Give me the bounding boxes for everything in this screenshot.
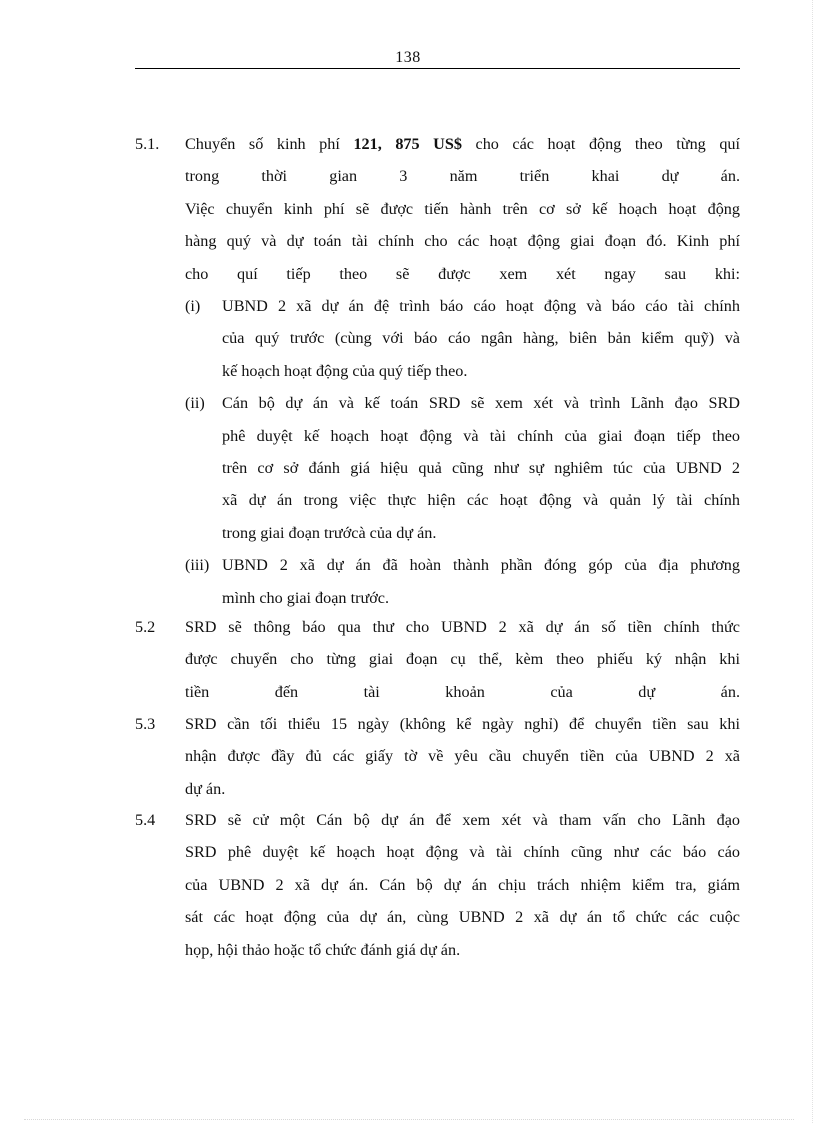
section-5-2: [135, 611, 740, 708]
text-line: mình cho giai đoạn trước.: [222, 588, 390, 607]
section-body: [185, 611, 740, 708]
sub-item-iii: [185, 549, 740, 614]
section-body: [185, 804, 740, 966]
text-line: UBND 2 xã dự án đệ trình báo cáo hoạt động và báo cáo tài chính: [222, 297, 740, 316]
text-line: SRD sẽ cử một Cán bộ dự án để xem xét và tham vấn cho Lãnh đạo: [185, 811, 740, 829]
text-line: trên cơ sở đánh giá hiệu quả cũng như sự nghiêm túc của UBND 2: [222, 459, 740, 478]
text-line: hàng quý và dự toán tài chính cho các hoạt động giai đoạn đó. Kinh phí: [185, 232, 740, 251]
text-line: Cán bộ dự án và kế toán SRD sẽ xem xét và trình Lãnh đạo SRD: [222, 394, 740, 413]
text-line: được chuyển cho từng giai đoạn cụ thể, kèm theo phiếu ký nhận khi: [185, 650, 740, 669]
section-5-1: [135, 128, 740, 614]
page-number: 138: [395, 49, 421, 66]
text-run: cho các hoạt động theo từng quí: [461, 135, 741, 153]
text-line: cho quí tiếp theo sẽ được xem xét ngay sau khi:: [185, 264, 740, 283]
text-line: Việc chuyển kinh phí sẽ được tiến hành trên cơ sở kế hoạch hoạt động: [185, 199, 740, 218]
section-number: 5.3: [135, 715, 156, 733]
text-line: kế hoạch hoạt động của quý tiếp theo.: [222, 361, 468, 380]
section-5-4: [135, 804, 740, 966]
text-line: sát các hoạt động của dự án, cùng UBND 2 xã dự án tổ chức các cuộc: [185, 908, 740, 927]
header-rule: [135, 68, 740, 69]
text-line: UBND 2 xã dự án đã hoàn thành phần đóng góp của địa phương: [222, 556, 740, 575]
text-line: SRD sẽ thông báo qua thư cho UBND 2 xã dự án số tiền chính thức: [185, 618, 740, 636]
sub-item-label: (ii): [185, 394, 205, 413]
section-number: 5.4: [135, 811, 156, 829]
sub-item-ii: [185, 387, 740, 549]
text-line: [185, 128, 740, 160]
section-body: [185, 708, 740, 805]
text-line: trong thời gian 3 năm triển khai dự án.: [185, 167, 740, 186]
section-number: 5.2: [135, 618, 156, 636]
right-border-dots: [812, 0, 813, 1123]
text-line: SRD cần tối thiểu 15 ngày (không kể ngày nghỉ) để chuyển tiền sau khi: [185, 715, 740, 733]
text-run: Chuyển số kinh phí: [185, 135, 354, 153]
text-line: dự án.: [185, 779, 226, 798]
sub-item-label: (iii): [185, 556, 210, 575]
text-line: họp, hội thảo hoặc tổ chức đánh giá dự án.: [185, 940, 461, 959]
section-number: 5.1.: [135, 135, 160, 153]
text-line: SRD phê duyệt kế hoạch hoạt động và tài chính cũng như các báo cáo: [185, 843, 740, 862]
text-line: của UBND 2 xã dự án. Cán bộ dự án chịu trách nhiệm kiểm tra, giám: [185, 875, 740, 894]
text-line: xã dự án trong việc thực hiện các hoạt động và quản lý tài chính: [222, 491, 740, 510]
sub-item-i: [185, 290, 740, 387]
text-line: nhận được đầy đủ các giấy tờ về yêu cầu chuyển tiền của UBND 2 xã: [185, 747, 740, 766]
text-line: trong giai đoạn trướcà của dự án.: [222, 523, 437, 542]
section-body: [185, 128, 740, 290]
text-line: tiền đến tài khoản của dự án.: [185, 682, 740, 701]
amount-bold: 121, 875 US$: [353, 135, 462, 153]
text-line: phê duyệt kế hoạch hoạt động và tài chính của giai đoạn tiếp theo: [222, 426, 740, 445]
bottom-border-dots: [24, 1119, 794, 1120]
sub-item-label: (i): [185, 297, 201, 316]
section-5-3: [135, 708, 740, 805]
text-line: của quý trước (cùng với báo cáo ngân hàng, biên bản kiểm quỹ) và: [222, 329, 740, 348]
